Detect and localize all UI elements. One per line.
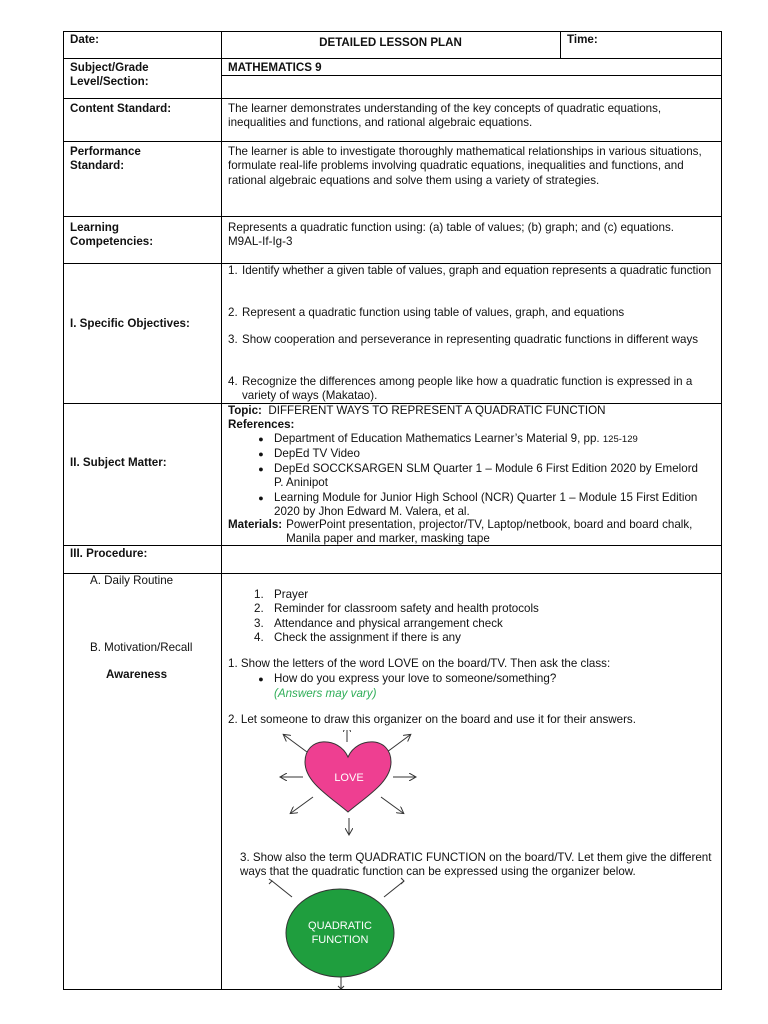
reference-item: ● DepEd TV Video	[258, 447, 360, 460]
page-title: DETAILED LESSON PLAN	[319, 36, 462, 49]
content-standard-label: Content Standard:	[70, 102, 172, 115]
materials-line: Materials: PowerPoint presentation, projector/TV, Laptop/netbook, board and board chalk, Manila paper and marker, masking tape	[228, 518, 693, 546]
circle-shape	[286, 889, 394, 977]
quadratic-function-organizer	[264, 877, 414, 991]
subject-value: MATHEMATICS 9	[228, 61, 322, 74]
reference-item: ● Department of Education Mathematics Learner’s Material 9, pp. 125-129	[258, 432, 638, 445]
circle-label-line-1: QUADRATIC	[308, 920, 372, 932]
references-label: References:	[228, 418, 295, 431]
list-item: 3. Attendance and physical arrangement check	[254, 616, 503, 630]
learning-competencies-text: Represents a quadratic function using: (a) table of values; (b) graph; and (c) equations. M9AL-If-Ig-3	[228, 221, 674, 249]
objective-item: 1. Identify whether a given table of values, graph and equation represents a quadratic function	[228, 264, 712, 277]
topic-line: Topic: DIFFERENT WAYS TO REPRESENT A QUADRATIC FUNCTION	[228, 404, 606, 417]
list-item: 2. Reminder for classroom safety and health protocols	[254, 602, 539, 616]
motivation-label: B. Motivation/Recall	[90, 641, 193, 654]
awareness-label: Awareness	[106, 668, 168, 681]
daily-routine-label: A. Daily Routine	[90, 574, 174, 587]
list-item: 4. Check the assignment if there is any	[254, 631, 461, 645]
circle-label-line-2: FUNCTION	[311, 934, 369, 946]
heart-label: LOVE	[334, 772, 364, 784]
objective-item: 2. Represent a quadratic function using table of values, graph, and equations	[228, 306, 625, 319]
step-2: 2. Let someone to draw this organizer on the board and use it for their answers.	[228, 713, 636, 726]
objective-item: 4. Recognize the differences among people like how a quadratic function is expressed in a variety of ways (Makatao).	[228, 375, 693, 403]
list-item: 1. Prayer	[254, 588, 309, 601]
step-1-question: ● How do you express your love to someone/something? (Answers may vary)	[248, 672, 708, 701]
references-list	[248, 432, 708, 520]
time-label: Time:	[567, 33, 598, 46]
routine-list	[254, 588, 694, 646]
performance-standard-text: The learner is able to investigate thoroughly mathematical relationships in various situations, formulate real-life problems involving quadratic equations, inequalities and functions, and rational algebraic equations and solve them using a variety of strategies.	[228, 145, 702, 187]
performance-standard-label: Performance Standard:	[70, 145, 141, 173]
content-standard-text: The learner demonstrates understanding of the key concepts of quadratic equations, inequalities and functions, and rational algebraic equations.	[228, 102, 662, 130]
procedure-label: III. Procedure:	[70, 547, 148, 560]
objective-item: 3. Show cooperation and perseverance in representing quadratic functions in different ways	[228, 333, 699, 346]
subject-label: Subject/Grade Level/Section:	[70, 61, 149, 89]
learning-competencies-label: Learning Competencies:	[70, 221, 154, 249]
reference-item: ● Learning Module for Junior High School (NCR) Quarter 1 – Module 15 First Edition 2020 by Jhon Edward M. Valera, et al.	[258, 490, 698, 519]
objectives-label: I. Specific Objectives:	[70, 317, 190, 330]
love-heart-organizer	[269, 730, 439, 840]
lesson-plan-table	[63, 31, 722, 990]
answer-note: (Answers may vary)	[274, 687, 377, 700]
step-1: 1. Show the letters of the word LOVE on the board/TV. Then ask the class:	[228, 657, 611, 670]
date-label: Date:	[70, 33, 99, 46]
subject-matter-label: II. Subject Matter:	[70, 456, 167, 469]
step-3: 3. Show also the term QUADRATIC FUNCTION on the board/TV. Let them give the different ways that the quadratic function can be expressed using the organizer below.	[240, 851, 712, 879]
reference-item: ● DepEd SOCCKSARGEN SLM Quarter 1 – Module 6 First Edition 2020 by Emelord P. Aninipot	[258, 462, 698, 490]
